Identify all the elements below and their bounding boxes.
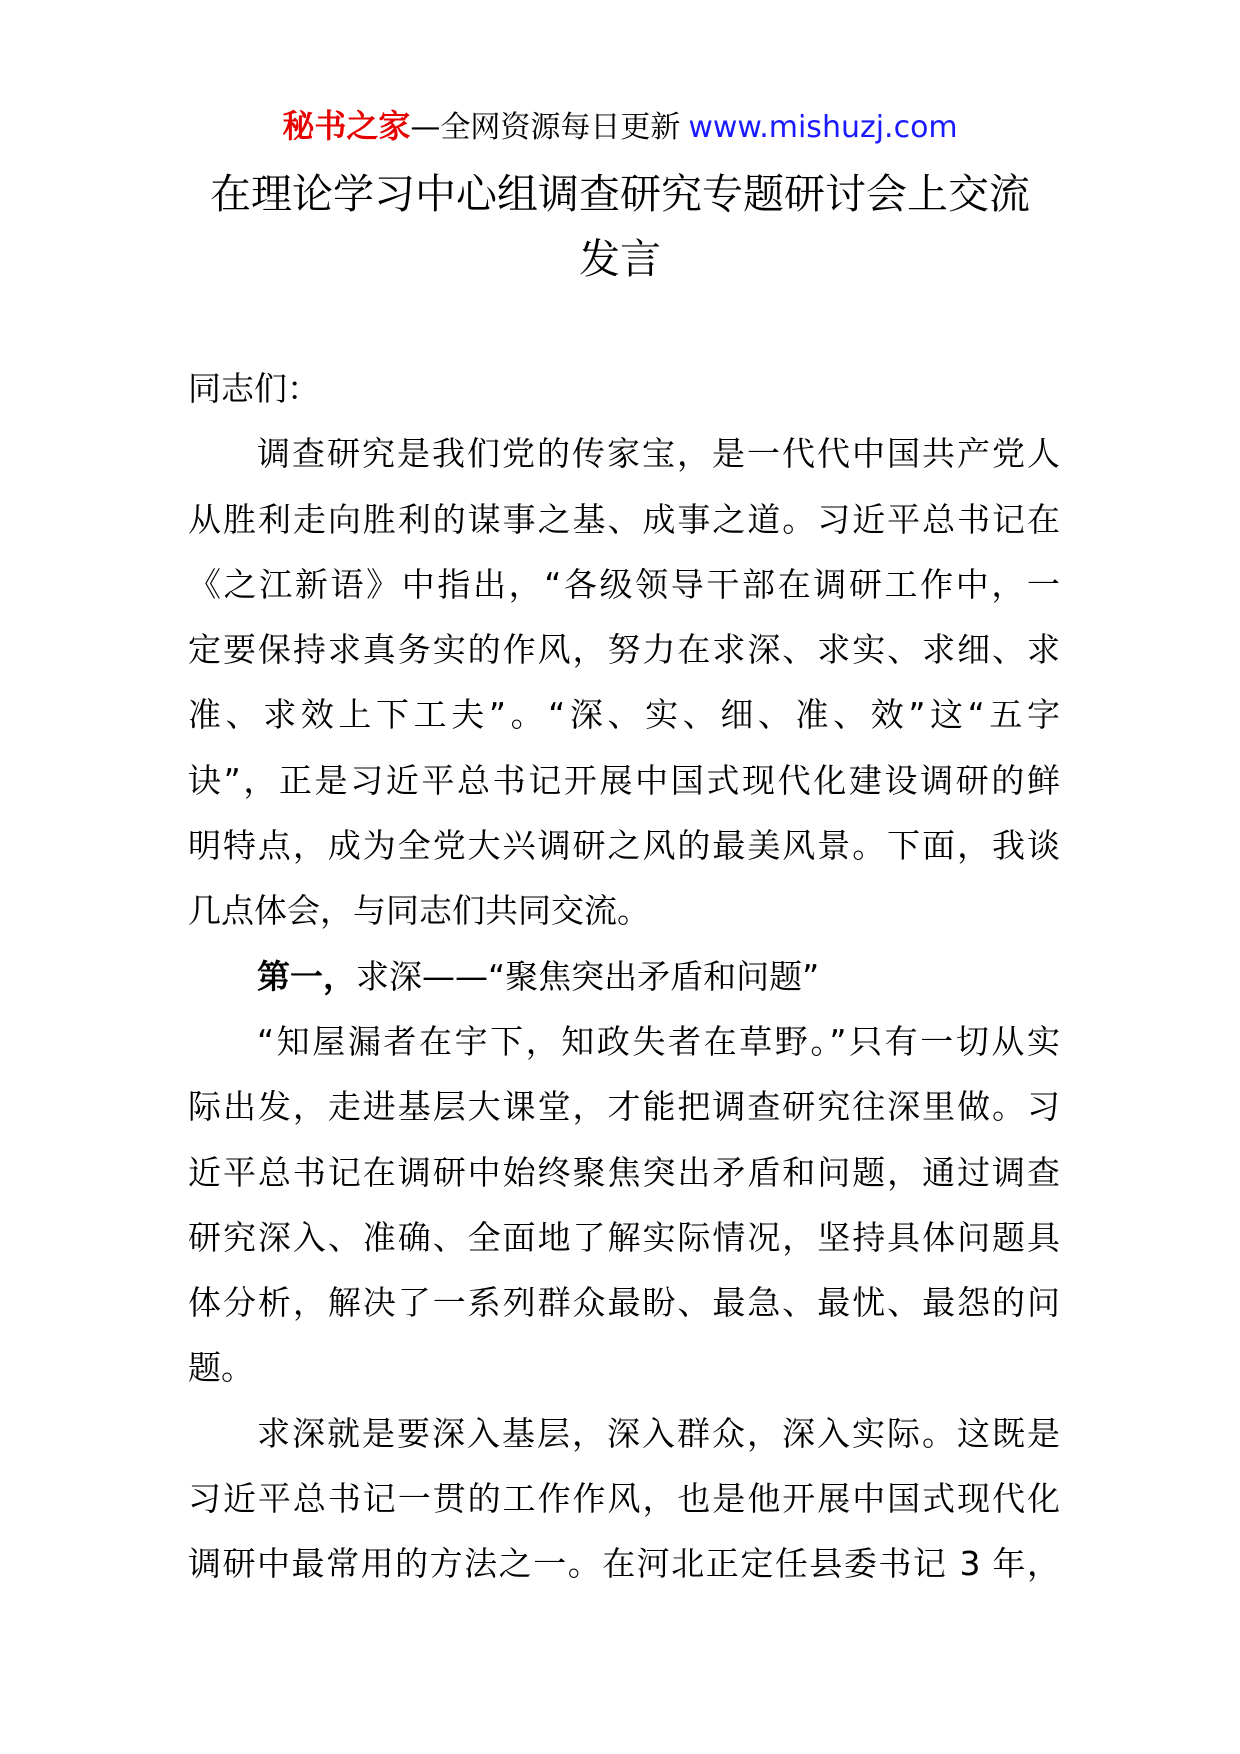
site-url-link[interactable]: www.mishuzj.com	[688, 110, 958, 145]
text-line: 调查研究是我们党的传家宝，是一代代中国共产党人	[257, 434, 1060, 474]
greeting: 同志们：	[188, 369, 320, 408]
text-line: 《之江新语》中指出，“各级领导干部在调研工作中，一	[188, 564, 1060, 604]
title-line: 发言	[579, 235, 661, 283]
text-line: “知屋漏者在宇下，知政失者在草野。”只有一切从实	[257, 1021, 1060, 1061]
text-line: 研究深入、准确、全面地了解实际情况，坚持具体问题具	[188, 1217, 1060, 1257]
text-line: 从胜利走向胜利的谋事之基、成事之道。习近平总书记在	[188, 499, 1060, 539]
section-heading-lead: 第一，	[257, 956, 356, 996]
text-line: 诀”，正是习近平总书记开展中国式现代化建设调研的鲜	[188, 760, 1060, 800]
text-line: 习近平总书记一贯的工作作风，也是他开展中国式现代化	[188, 1479, 1060, 1519]
brand-name: 秘书之家	[282, 107, 411, 145]
header-tagline: —全网资源每日更新	[410, 110, 681, 145]
text-line: 准、求效上下工夫”。“深、实、细、准、效”这“五字	[188, 695, 1060, 735]
section-heading	[188, 944, 1060, 1009]
text-line: 求深就是要深入基层，深入群众，深入实际。这既是	[257, 1413, 1060, 1453]
document-title	[150, 162, 1090, 292]
paragraph	[188, 1401, 1060, 1597]
text-line: 明特点，成为全党大兴调研之风的最美风景。下面，我谈	[188, 826, 1060, 866]
section-heading-text: 求深——“聚焦突出矛盾和问题”	[356, 956, 820, 996]
text-line: 定要保持求真务实的作风，努力在求深、求实、求细、求	[188, 630, 1060, 670]
text-line: 近平总书记在调研中始终聚焦突出矛盾和问题，通过调查	[188, 1152, 1060, 1192]
paragraph-intro	[188, 421, 1060, 943]
document-body	[188, 356, 1060, 1597]
title-line: 在理论学习中心组调查研究专题研讨会上交流	[210, 170, 1030, 218]
text-line: 体分析，解决了一系列群众最盼、最急、最忧、最怨的问	[188, 1283, 1060, 1323]
paragraph	[188, 1009, 1060, 1401]
text-line: 几点体会，与同志们共同交流。	[188, 891, 650, 931]
text-line: 调研中最常用的方法之一。在河北正定任县委书记 3 年，	[188, 1544, 1060, 1584]
text-line: 际出发，走进基层大课堂，才能把调查研究往深里做。习	[188, 1087, 1060, 1127]
site-header	[0, 106, 1240, 148]
text-line: 题。	[188, 1348, 254, 1388]
